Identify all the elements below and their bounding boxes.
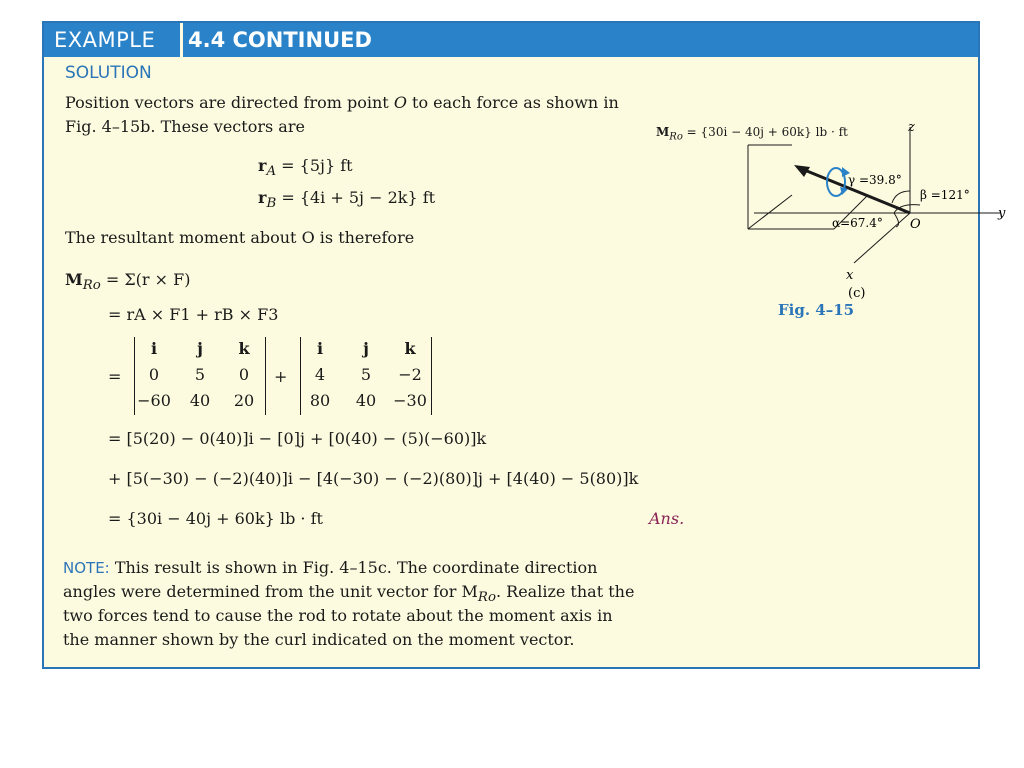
det2-cell: k bbox=[404, 339, 416, 358]
moment-line-1 bbox=[65, 270, 190, 293]
det2-cell: 80 bbox=[309, 391, 331, 410]
intro-point-o: O bbox=[393, 93, 407, 112]
origin-label: O bbox=[910, 217, 921, 232]
intro-line-1-a: Position vectors are directed from point bbox=[65, 93, 394, 112]
note-line-4: the manner shown by the curl indicated on the moment vector. bbox=[63, 630, 575, 649]
det1-cell: −60 bbox=[137, 391, 171, 410]
rB-symbol: r bbox=[258, 188, 267, 207]
axis-x-label: x bbox=[846, 268, 854, 283]
rB-value: = {4i + 5j − 2k} ft bbox=[276, 188, 436, 207]
example-header bbox=[44, 23, 978, 57]
rB-subscript: B bbox=[266, 196, 277, 212]
det1-cell: 40 bbox=[189, 391, 211, 410]
axis-z-label: z bbox=[908, 120, 915, 135]
moment-sum: = Σ(r × F) bbox=[100, 270, 191, 289]
det2-cell: 4 bbox=[314, 365, 326, 384]
det1-cell: 0 bbox=[238, 365, 250, 384]
det2-cell: −2 bbox=[398, 365, 422, 384]
note-subscript: Ro bbox=[477, 590, 496, 606]
det-plus: + bbox=[274, 367, 288, 386]
axis-y-label: y bbox=[998, 206, 1006, 221]
expansion-line-1: = [5(20) − 0(40)]i − [0]j + [0(40) − (5)(−60)]k bbox=[108, 429, 487, 448]
solution-label: SOLUTION bbox=[65, 63, 152, 83]
moment-symbol: M bbox=[65, 270, 83, 289]
rA-value: = {5j} ft bbox=[276, 156, 353, 175]
figure-moment-subscript: Ro bbox=[669, 131, 683, 143]
box-edge bbox=[748, 195, 792, 229]
note-line-3: two forces tend to cause the rod to rotate about the moment axis in bbox=[63, 606, 613, 625]
header-separator bbox=[180, 23, 183, 57]
example-frame bbox=[42, 21, 1006, 669]
figure-moment-label bbox=[656, 125, 848, 142]
det1-cell: 20 bbox=[233, 391, 255, 410]
det1-cell: 0 bbox=[148, 365, 160, 384]
rA-symbol: r bbox=[258, 156, 267, 175]
intro-line-1-b: to each force as shown in bbox=[406, 93, 619, 112]
det1-cell: 5 bbox=[194, 365, 206, 384]
det2-cell: j bbox=[363, 339, 369, 358]
example-label: EXAMPLE bbox=[54, 28, 156, 52]
determinant-1 bbox=[134, 337, 266, 415]
determinant-2 bbox=[300, 337, 432, 415]
det1-cell: j bbox=[197, 339, 203, 358]
answer-label: Ans. bbox=[649, 509, 685, 528]
equation-rA bbox=[258, 156, 353, 179]
moment-subscript: Ro bbox=[82, 278, 101, 294]
det2-cell: 5 bbox=[360, 365, 372, 384]
note-line-1-text: This result is shown in Fig. 4–15c. The coordinate direction bbox=[114, 558, 598, 577]
gamma-label: γ =39.8° bbox=[848, 173, 902, 187]
moment-arrowhead bbox=[794, 165, 810, 177]
moment-line-2: = rA × F1 + rB × F3 bbox=[108, 305, 279, 324]
intro-line-2: Fig. 4–15b. These vectors are bbox=[65, 117, 305, 136]
det2-cell: 40 bbox=[355, 391, 377, 410]
expansion-line-2: + [5(−30) − (−2)(40)]i − [4(−30) − (−2)(80)]j + [4(40) − 5(80)]k bbox=[108, 469, 639, 488]
note-line-2 bbox=[63, 582, 634, 605]
det2-cell: i bbox=[316, 339, 324, 358]
figure-caption: Fig. 4–15 bbox=[778, 301, 855, 319]
det2-cell: −30 bbox=[393, 391, 427, 410]
expansion-result: = {30i − 40j + 60k} lb · ft bbox=[108, 509, 323, 528]
alpha-label: α=67.4° bbox=[832, 216, 883, 230]
figure-moment-value: = {30i − 40j + 60k} lb · ft bbox=[682, 125, 848, 139]
gamma-arc bbox=[892, 191, 910, 203]
beta-label: β =121° bbox=[920, 188, 970, 202]
det-equals: = bbox=[108, 367, 122, 386]
equation-rB bbox=[258, 188, 435, 211]
subfigure-label: (c) bbox=[848, 286, 866, 301]
note-line-2-end: . Realize that the bbox=[495, 582, 635, 601]
note-label: NOTE: bbox=[63, 559, 110, 577]
rA-subscript: A bbox=[266, 164, 277, 180]
figure-moment-symbol: M bbox=[656, 125, 670, 139]
det1-cell: k bbox=[238, 339, 250, 358]
example-title: 4.4 CONTINUED bbox=[188, 28, 372, 52]
det1-cell: i bbox=[150, 339, 158, 358]
resultant-text: The resultant moment about O is therefore bbox=[65, 228, 415, 247]
intro-line-1 bbox=[65, 93, 619, 112]
note-line-1 bbox=[63, 558, 597, 577]
note-line-2-text: angles were determined from the unit vector for M bbox=[63, 582, 478, 601]
